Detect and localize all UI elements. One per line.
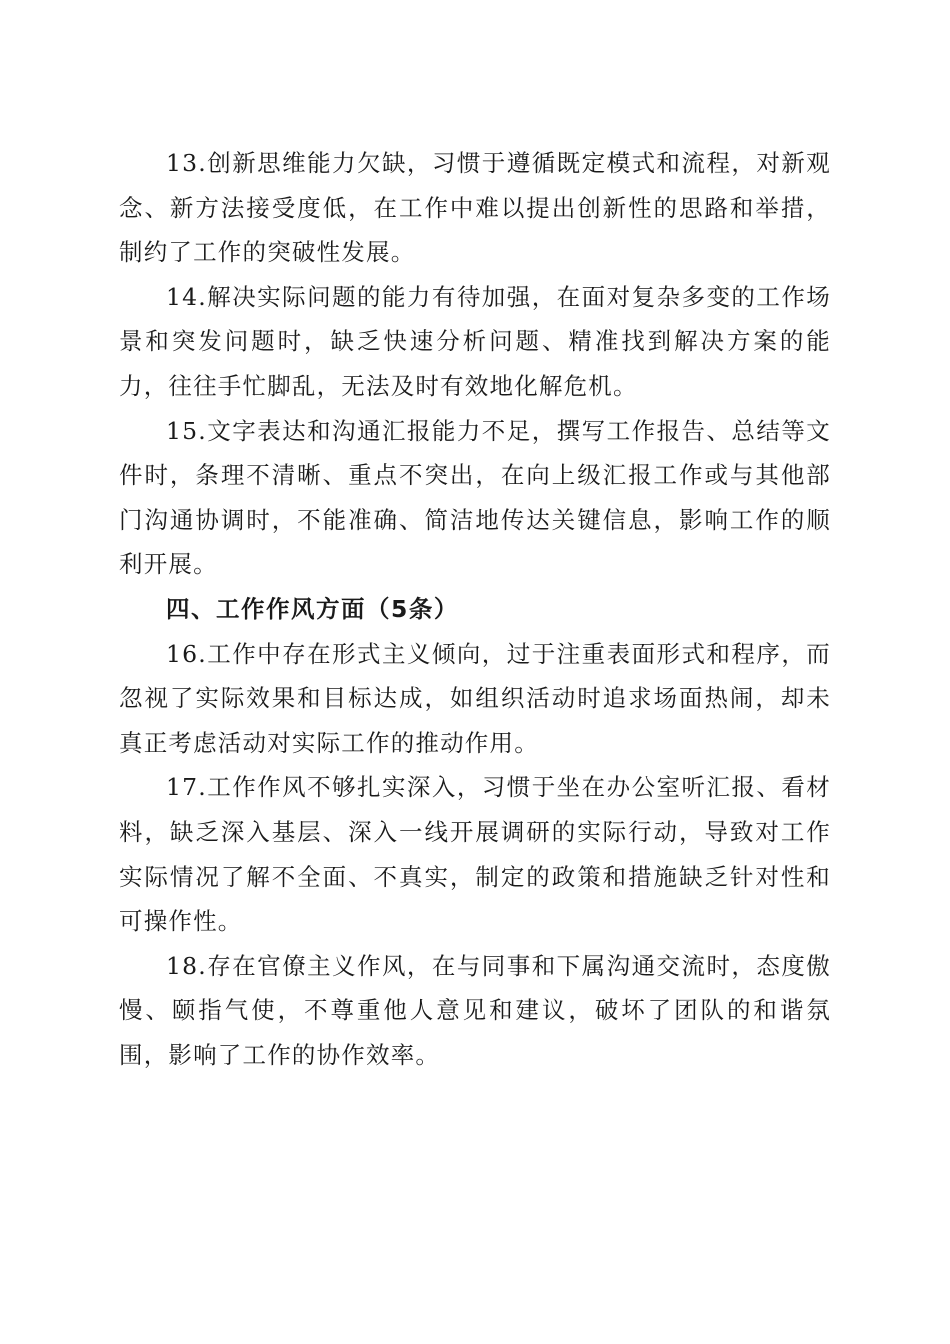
paragraph-item-16: 16.工作中存在形式主义倾向，过于注重表面形式和程序，而忽视了实际效果和目标达成，如组织活动时追求场面热闹，却未真正考虑活动对实际工作的推动作用。 (119, 639, 831, 757)
paragraph-item-17: 17.工作作风不够扎实深入，习惯于坐在办公室听汇报、看材料，缺乏深入基层、深入一线开展调研的实际行动，导致对工作实际情况了解不全面、不真实，制定的政策和措施缺乏针对性和可操作性。 (119, 773, 831, 936)
paragraph-item-14: 14.解决实际问题的能力有待加强，在面对复杂多变的工作场景和突发问题时，缺乏快速分析问题、精准找到解决方案的能力，往往手忙脚乱，无法及时有效地化解危机。 (119, 282, 831, 400)
paragraph-item-15: 15.文字表达和沟通汇报能力不足，撰写工作报告、总结等文件时，条理不清晰、重点不突出，在向上级汇报工作或与其他部门沟通协调时，不能准确、简洁地传达关键信息，影响工作的顺利开展。 (119, 416, 831, 579)
section-heading-work-style: 四、工作作风方面（5条） (166, 594, 459, 623)
document-body (119, 141, 831, 1077)
paragraph-item-18: 18.存在官僚主义作风，在与同事和下属沟通交流时，态度傲慢、颐指气使，不尊重他人意见和建议，破坏了团队的和谐氛围，影响了工作的协作效率。 (119, 951, 831, 1069)
paragraph-item-13: 13.创新思维能力欠缺，习惯于遵循既定模式和流程，对新观念、新方法接受度低，在工作中难以提出创新性的思路和举措，制约了工作的突破性发展。 (119, 149, 831, 267)
